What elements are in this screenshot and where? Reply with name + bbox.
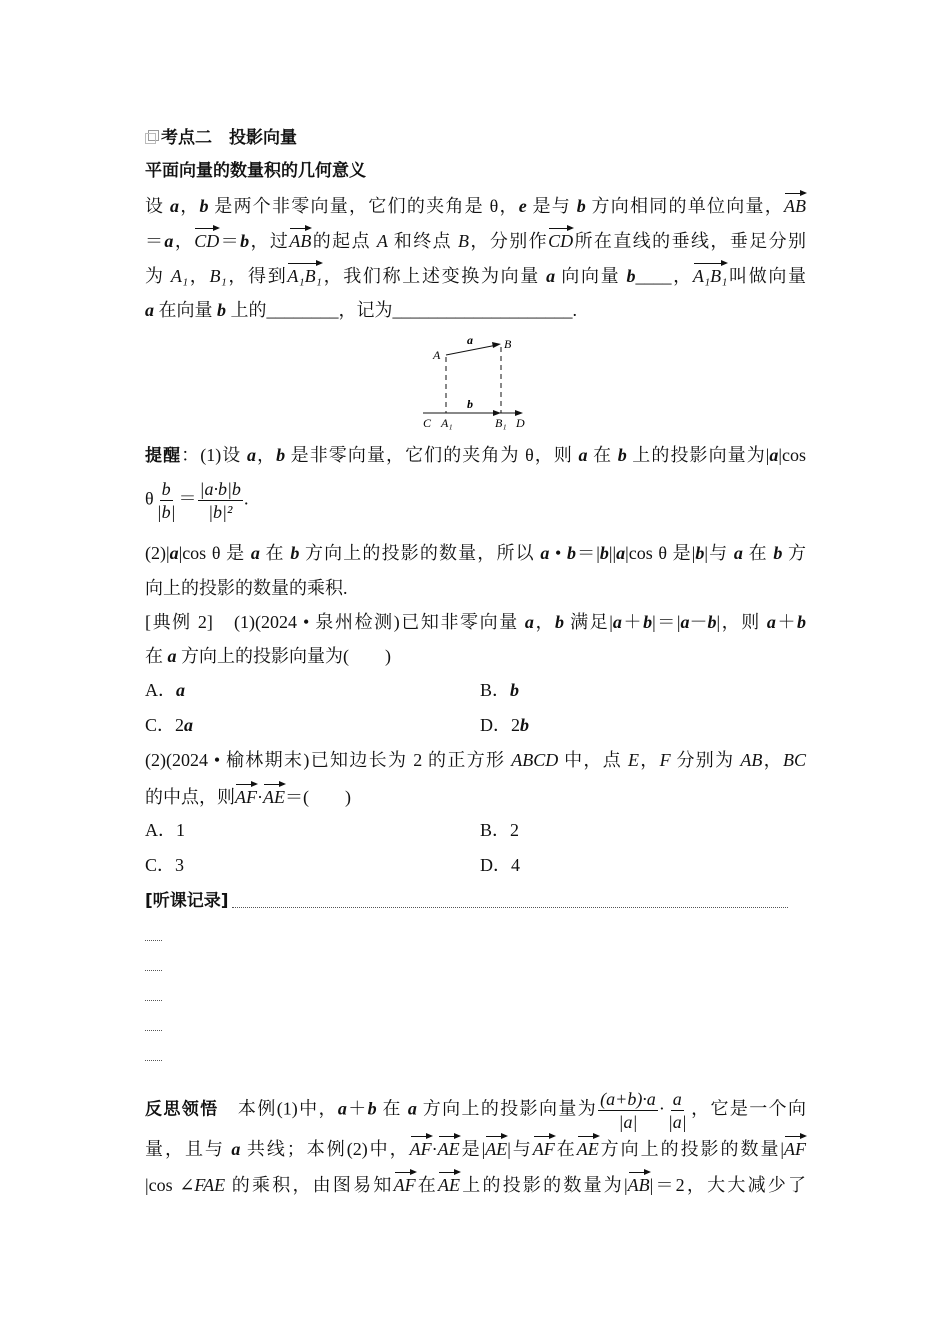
text-run: 在 bbox=[415, 1175, 439, 1195]
text-run: ， bbox=[762, 750, 784, 770]
math-symbol: ABCD bbox=[511, 750, 559, 770]
vector-symbol: b bbox=[199, 196, 209, 216]
text-run: ，得到 bbox=[226, 266, 288, 286]
vector-symbol: a bbox=[540, 543, 550, 563]
text-run: 方向上的投影的数量，所以 bbox=[299, 543, 541, 563]
text-run: 上的________，记为____________________. bbox=[226, 300, 577, 320]
heading-text: [听课记录] bbox=[145, 891, 229, 911]
vector-symbol: a bbox=[145, 300, 154, 320]
vector-symbol: a bbox=[612, 612, 622, 632]
vector-symbol: a bbox=[250, 543, 260, 563]
text-run: ＋ bbox=[775, 612, 798, 632]
text-run: . bbox=[243, 488, 249, 509]
vector-arrow: CD bbox=[548, 227, 573, 253]
notes-label bbox=[145, 888, 806, 913]
label-A: A bbox=[433, 348, 441, 362]
notes-line[interactable] bbox=[145, 940, 162, 941]
notes-line[interactable] bbox=[145, 1030, 162, 1031]
vector-symbol: a bbox=[407, 1098, 417, 1119]
fraction bbox=[598, 1088, 658, 1133]
vector-symbol: b bbox=[599, 543, 609, 563]
text-run: 是非零向量，它们的夹角为 θ，则 bbox=[285, 445, 579, 465]
text-run: ：(1)设 bbox=[181, 445, 247, 465]
vector-symbol: b bbox=[617, 445, 627, 465]
text-run: ＝ bbox=[178, 488, 197, 509]
vector-arrow: AF bbox=[394, 1171, 416, 1197]
example-line bbox=[145, 644, 806, 668]
text-run: ，分别作 bbox=[469, 231, 549, 251]
text-run: • bbox=[549, 543, 567, 563]
vector-symbol: e bbox=[518, 196, 527, 216]
heading-text: 平面向量的数量积的几何意义 bbox=[145, 161, 366, 181]
projection-figure bbox=[415, 333, 535, 433]
vector-symbol: b bbox=[240, 231, 250, 251]
vector-arrow: AE bbox=[438, 1135, 460, 1161]
vector-symbol: a bbox=[524, 612, 534, 632]
fraction bbox=[666, 1088, 689, 1133]
label-B: B bbox=[504, 337, 512, 351]
text-run: ，它是一个向 bbox=[689, 1098, 807, 1119]
vector-symbol: a bbox=[164, 231, 174, 251]
text-run: || bbox=[608, 543, 617, 563]
section-icon bbox=[145, 130, 159, 144]
text-run: 在 bbox=[259, 543, 291, 563]
text-run: 共线；本例(2)中， bbox=[240, 1139, 410, 1159]
text-run: 方 bbox=[782, 543, 807, 563]
option-b[interactable]: B．2 bbox=[480, 820, 520, 840]
text-run: ＋ bbox=[621, 612, 644, 632]
paragraph-line bbox=[145, 298, 806, 322]
subtitle bbox=[145, 158, 806, 183]
example-line bbox=[145, 610, 806, 634]
vector-symbol: b bbox=[643, 612, 653, 632]
vector-symbol: a bbox=[680, 612, 690, 632]
vector-symbol: a bbox=[169, 543, 179, 563]
vector-arrow: AF bbox=[784, 1135, 806, 1161]
vector-symbol: a bbox=[170, 196, 180, 216]
text-run: 在向量 bbox=[154, 300, 217, 320]
text-run: ＝| bbox=[575, 543, 600, 563]
vector-arrow: AF bbox=[533, 1135, 555, 1161]
vector-a-arrowhead bbox=[492, 342, 501, 348]
fraction-numerator: b bbox=[161, 479, 171, 499]
math-symbol: E bbox=[627, 750, 639, 770]
vector-symbol: b bbox=[773, 543, 783, 563]
text-run: 方向上的投影向量为( ) bbox=[176, 646, 391, 666]
option-d[interactable]: D．4 bbox=[480, 855, 520, 875]
text-run: ， bbox=[179, 196, 200, 216]
text-run: ＋ bbox=[346, 1098, 368, 1119]
reminder-line bbox=[145, 541, 806, 565]
heading-text: 提醒 bbox=[145, 446, 182, 466]
math-symbol: A₁ bbox=[170, 266, 189, 286]
vector-arrow: AB bbox=[289, 227, 311, 253]
vector-arrow: AB bbox=[628, 1171, 650, 1197]
math-symbol: F bbox=[659, 750, 671, 770]
reflection-line bbox=[145, 1135, 806, 1161]
vector-arrow: A₁B₁ bbox=[287, 262, 322, 288]
label-a: a bbox=[467, 333, 473, 347]
vector-symbol: b bbox=[576, 196, 586, 216]
text-run: 的起点 bbox=[311, 231, 377, 251]
text-run: 分别为 bbox=[670, 750, 741, 770]
fraction-denominator: |b| bbox=[156, 502, 176, 522]
vector-arrow: AB bbox=[784, 192, 806, 218]
text-run: 所在直线的垂线，垂足分别 bbox=[573, 231, 807, 251]
text-run: |，则 bbox=[716, 612, 767, 632]
text-run: |cos θ 是 bbox=[178, 543, 251, 563]
heading-text: 考点二 投影向量 bbox=[161, 128, 297, 148]
vector-symbol: b bbox=[290, 543, 300, 563]
text-run: 量，且与 bbox=[145, 1139, 232, 1159]
text-run: ， bbox=[188, 266, 210, 286]
option-d[interactable]: D．2b bbox=[480, 715, 529, 735]
text-run: · bbox=[257, 787, 263, 807]
text-run: 中，点 bbox=[558, 750, 628, 770]
vector-arrow: CD bbox=[194, 227, 219, 253]
option-c[interactable]: C．2a bbox=[145, 715, 194, 735]
text-run: 叫做向量 bbox=[727, 266, 807, 286]
vector-arrow: AE bbox=[485, 1135, 507, 1161]
text-run: 在 bbox=[587, 445, 618, 465]
text-run: 上的投影的数量为| bbox=[460, 1175, 628, 1195]
text-run: θ bbox=[145, 488, 154, 509]
label-B1: B₁ bbox=[495, 416, 507, 430]
text-run: 满足| bbox=[564, 612, 613, 632]
label-A1: A₁ bbox=[441, 416, 453, 430]
text-run: |cos θ 是| bbox=[625, 543, 696, 563]
vector-symbol: b bbox=[695, 543, 705, 563]
text-run: |＝2，大大减少了 bbox=[649, 1175, 807, 1195]
text-run: |cos ∠ bbox=[145, 1175, 195, 1195]
fraction-numerator: |a·b|b bbox=[199, 479, 241, 499]
text-run: ， bbox=[255, 445, 277, 465]
text-run: ____， bbox=[635, 266, 693, 286]
text-run: 方向相同的单位向量， bbox=[585, 196, 785, 216]
fraction-denominator: |a| bbox=[618, 1112, 638, 1132]
math-symbol: FAE bbox=[194, 1175, 226, 1195]
text-run: ，过 bbox=[249, 231, 290, 251]
text-run: ＝ bbox=[219, 231, 241, 251]
text-run: 设 bbox=[145, 196, 171, 216]
math-symbol: B bbox=[458, 231, 469, 251]
math-symbol: AB bbox=[740, 750, 763, 770]
text-run: ＝( ) bbox=[285, 787, 351, 807]
vector-symbol: a bbox=[616, 543, 626, 563]
text-run: ， bbox=[173, 231, 195, 251]
text-run: · bbox=[658, 1098, 665, 1119]
notes-line[interactable] bbox=[145, 970, 162, 971]
reminder-line bbox=[145, 576, 806, 600]
text-run: 在 bbox=[742, 543, 774, 563]
label-D: D bbox=[516, 416, 525, 430]
vector-symbol: b bbox=[797, 612, 807, 632]
text-run: － bbox=[689, 612, 708, 632]
paragraph-line bbox=[145, 192, 806, 218]
option-a[interactable]: A．1 bbox=[145, 820, 185, 840]
text-run: (2)(2024 • 榆林期末)已知边长为 2 的正方形 bbox=[145, 750, 512, 770]
fraction-numerator: (a+b)·a bbox=[600, 1089, 656, 1109]
text-run: (2)| bbox=[145, 543, 170, 563]
fraction bbox=[198, 478, 243, 523]
vector-symbol: b bbox=[707, 612, 717, 632]
vector-symbol: a bbox=[231, 1139, 241, 1159]
reflection-line bbox=[145, 1088, 806, 1133]
text-run: 的中点，则 bbox=[145, 787, 235, 807]
text-run: 为 bbox=[145, 266, 171, 286]
math-symbol: B₁ bbox=[209, 266, 227, 286]
text-run: 方向上的投影向量为 bbox=[416, 1098, 598, 1119]
fraction bbox=[155, 478, 178, 523]
text-run: 在 bbox=[554, 1139, 577, 1159]
text-run: 在 bbox=[145, 646, 168, 666]
option-a[interactable]: A．a bbox=[145, 680, 185, 700]
fraction-numerator: a bbox=[672, 1089, 682, 1109]
text-run: 上的投影向量为| bbox=[626, 445, 770, 465]
vector-arrow: A₁B₁ bbox=[693, 262, 728, 288]
vector-symbol: a bbox=[766, 612, 776, 632]
text-run: 方向上的投影的数量| bbox=[598, 1139, 785, 1159]
math-symbol: A bbox=[376, 231, 388, 251]
reminder-formula bbox=[145, 478, 806, 523]
notes-line[interactable] bbox=[145, 1060, 162, 1061]
vector-symbol: b bbox=[566, 543, 576, 563]
text-run: 是| bbox=[459, 1139, 486, 1159]
text-run: 向上的投影的数量的乘积. bbox=[145, 578, 348, 598]
vector-symbol: b bbox=[276, 445, 286, 465]
heading-text: 反思领悟 bbox=[145, 1099, 219, 1120]
paragraph-line bbox=[145, 262, 806, 288]
text-run: |＝| bbox=[652, 612, 681, 632]
vector-symbol: b bbox=[367, 1098, 377, 1119]
reflection-line bbox=[145, 1171, 806, 1197]
vector-symbol: a bbox=[167, 646, 177, 666]
label-C: C bbox=[423, 416, 432, 430]
text-run: |与 bbox=[507, 1139, 533, 1159]
text-run: ＝ bbox=[145, 231, 165, 251]
text-run: ， bbox=[638, 750, 660, 770]
reminder-line bbox=[145, 443, 806, 468]
vector-symbol: a bbox=[246, 445, 256, 465]
text-run: |与 bbox=[704, 543, 734, 563]
text-run: ，我们称上述变换为向量 bbox=[321, 266, 547, 286]
vector-symbol: b bbox=[217, 300, 226, 320]
vector-arrow: AE bbox=[263, 783, 285, 809]
vector-arrow: AF bbox=[235, 783, 257, 809]
example-line bbox=[145, 783, 806, 809]
example-line bbox=[145, 748, 806, 772]
vector-symbol: a bbox=[578, 445, 588, 465]
text-run: ， bbox=[533, 612, 556, 632]
fraction-denominator: |a| bbox=[667, 1112, 687, 1132]
text-run: [典例 2] (1)(2024 • 泉州检测)已知非零向量 bbox=[145, 612, 525, 632]
vector-symbol: a bbox=[337, 1098, 347, 1119]
label-b: b bbox=[467, 397, 473, 411]
text-run: 的乘积，由图易知 bbox=[225, 1175, 394, 1195]
notes-line[interactable] bbox=[232, 907, 788, 908]
text-run: · bbox=[431, 1139, 438, 1159]
text-run: 在 bbox=[376, 1098, 408, 1119]
text-run: 是与 bbox=[526, 196, 577, 216]
fraction-denominator: |b|² bbox=[208, 502, 233, 522]
text-run: 向向量 bbox=[555, 266, 627, 286]
section-title bbox=[145, 125, 806, 150]
vector-arrow: AE bbox=[577, 1135, 599, 1161]
option-c[interactable]: C．3 bbox=[145, 855, 185, 875]
paragraph-line bbox=[145, 227, 806, 253]
notes-line[interactable] bbox=[145, 1000, 162, 1001]
vector-symbol: a bbox=[546, 266, 556, 286]
vector-symbol: a bbox=[769, 445, 779, 465]
math-symbol: BC bbox=[783, 750, 807, 770]
vector-symbol: a bbox=[733, 543, 743, 563]
vector-arrow: AF bbox=[410, 1135, 432, 1161]
text-run: 是两个非零向量，它们的夹角是 θ， bbox=[208, 196, 519, 216]
text-run: 本例(1)中， bbox=[218, 1098, 338, 1119]
vector-symbol: b bbox=[555, 612, 565, 632]
text-run: 和终点 bbox=[387, 231, 458, 251]
vector-symbol: b bbox=[626, 266, 636, 286]
vector-arrow: AE bbox=[438, 1171, 460, 1197]
text-run: |cos bbox=[778, 445, 807, 465]
option-b[interactable]: B．b bbox=[480, 680, 520, 700]
